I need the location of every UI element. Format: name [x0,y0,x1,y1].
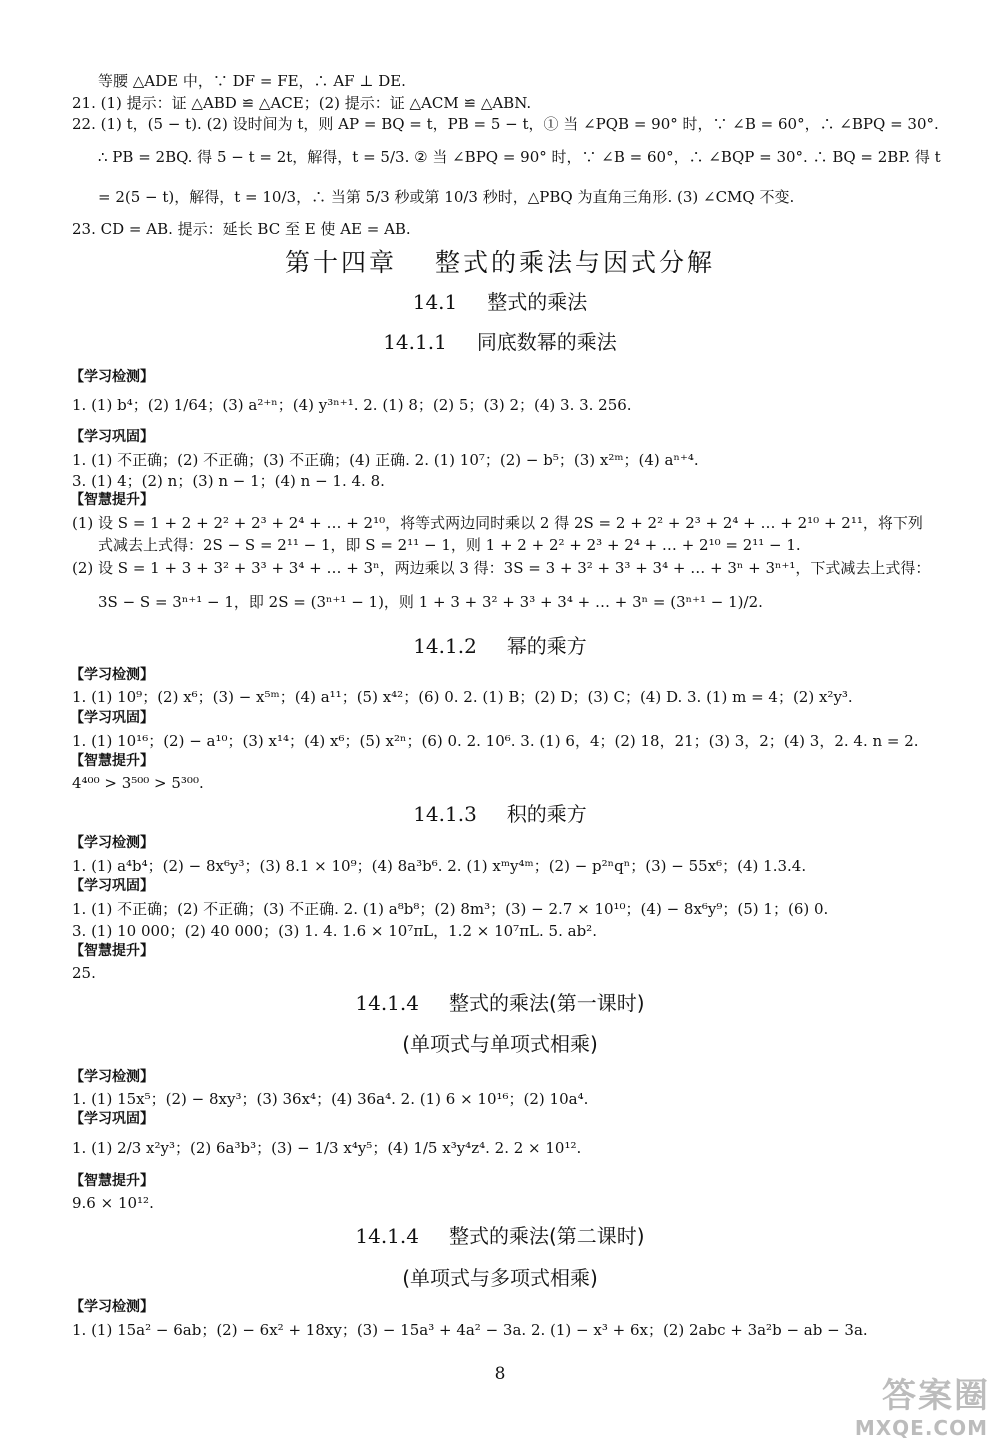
section-number: 14.1.3 [413,802,477,826]
answer-line: 1. (1) 10⁹；(2) x⁶；(3) − x⁵ᵐ；(4) a¹¹；(5) x⁴²；(6) 0. 2. (1) B；(2) D；(3) C；(4) D. 3. (1) m = 4；(2) x²y³. [72,688,853,706]
answer-line: 1. (1) a⁴b⁴；(2) − 8x⁶y³；(3) 8.1 × 10⁹；(4) 8a³b⁶. 2. (1) xᵐy⁴ᵐ；(2) − p²ⁿqⁿ；(3) − 55x⁶；(4) 1.3.4. [72,857,807,875]
tag-study-consolidate: 【学习巩固】 [70,429,154,445]
watermark-url: MXQE.COM [854,1416,988,1440]
tag-wisdom-boost: 【智慧提升】 [70,492,154,508]
tag-study-check: 【学习检测】 [70,369,154,385]
section-heading [0,1222,1000,1250]
answer-line: 等腰 △ADE 中，∵ DF = FE，∴ AF ⊥ DE. [98,72,406,90]
section-title: 幂的乘方 [506,634,587,658]
answer-line: 4⁴⁰⁰ > 3⁵⁰⁰ > 5³⁰⁰. [72,774,204,792]
section-title: 积的乘方 [506,802,587,826]
tag-study-check: 【学习检测】 [70,1299,154,1315]
chapter-heading [0,247,1000,279]
section-heading [0,989,1000,1017]
tag-wisdom-boost: 【智慧提升】 [70,1173,154,1189]
page-number: 8 [494,1364,506,1384]
tag-study-consolidate: 【学习巩固】 [70,878,154,894]
section-heading [0,800,1000,828]
answer-line: 1. (1) 不正确；(2) 不正确；(3) 不正确. 2. (1) a⁸b⁸；(2) 8m³；(3) − 2.7 × 10¹⁰；(4) − 8x⁶y⁹；(5) 1；(6) 0. [72,900,829,918]
answer-line: 23. CD = AB. 提示：延长 BC 至 E 使 AE = AB. [72,220,411,238]
section-title: 整式的乘法(第一课时) [449,991,645,1015]
answer-line: 式减去上式得：2S − S = 2¹¹ − 1，即 S = 2¹¹ − 1，则 1 + 2 + 2² + 2³ + 2⁴ + … + 2¹⁰ = 2¹¹ − 1. [98,536,801,554]
section-heading [0,328,1000,356]
chapter-title: 整式的乘法与因式分解 [435,248,716,277]
tag-study-consolidate: 【学习巩固】 [70,710,154,726]
answer-line: (2) 设 S = 1 + 3 + 3² + 3³ + 3⁴ + … + 3ⁿ，两边乘以 3 得：3S = 3 + 3² + 3³ + 3⁴ + … + 3ⁿ + 3ⁿ⁺¹，下式减去上式得： [72,559,931,577]
section-number: 14.1.2 [413,634,477,658]
section-number: 14.1.4 [355,991,419,1015]
section-subtitle: (单项式与多项式相乘) [402,1266,598,1290]
answer-line: (1) 设 S = 1 + 2 + 2² + 2³ + 2⁴ + … + 2¹⁰，将等式两边同时乘以 2 得 2S = 2 + 2² + 2³ + 2⁴ + … + 2¹⁰ + 2¹¹，将下列 [72,514,923,532]
section-title: 同底数幂的乘法 [476,330,617,354]
answer-line: 9.6 × 10¹². [72,1194,154,1212]
tag-wisdom-boost: 【智慧提升】 [70,943,154,959]
answer-line: 1. (1) 不正确；(2) 不正确；(3) 不正确；(4) 正确. 2. (1) 10⁷；(2) − b⁵；(3) x²ᵐ；(4) aⁿ⁺⁴. [72,451,699,469]
tag-study-check: 【学习检测】 [70,667,154,683]
answer-line: 21. (1) 提示：证 △ABD ≌ △ACE；(2) 提示：证 △ACM ≌ △ABN. [72,94,532,112]
section-title: 整式的乘法(第二课时) [449,1224,645,1248]
tag-study-check: 【学习检测】 [70,835,154,851]
tag-study-check: 【学习检测】 [70,1069,154,1085]
section-title: 整式的乘法 [487,290,588,314]
section-heading [0,632,1000,660]
watermark-logo [854,1376,990,1442]
chapter-number: 第十四章 [284,248,397,277]
answer-line: 1. (1) 15x⁵；(2) − 8xy³；(3) 36x⁴；(4) 36a⁴. 2. (1) 6 × 10¹⁶；(2) 10a⁴. [72,1090,589,1108]
answer-line: 3. (1) 4；(2) n；(3) n − 1；(4) n − 1. 4. 8. [72,472,385,490]
section-subtitle: (单项式与单项式相乘) [402,1032,598,1056]
watermark-text: 答案圈 [882,1376,990,1416]
answer-line: 25. [72,964,96,982]
answer-line: 1. (1) 15a² − 6ab；(2) − 6x² + 18xy；(3) − 15a³ + 4a² − 3a. 2. (1) − x³ + 6x；(2) 2abc + 3a²b − ab − 3a. [72,1321,868,1339]
tag-wisdom-boost: 【智慧提升】 [70,753,154,769]
answer-line: 1. (1) b⁴；(2) 1/64；(3) a²⁺ⁿ；(4) y³ⁿ⁺¹. 2. (1) 8；(2) 5；(3) 2；(4) 3. 3. 256. [72,396,632,414]
answer-line: ∴ PB = 2BQ. 得 5 − t = 2t，解得，t = 5/3. ② 当 ∠BPQ = 90° 时，∵ ∠B = 60°，∴ ∠BQP = 30°. ∴ BQ = 2BP. 得 t [98,148,941,166]
answer-line: 3S − S = 3ⁿ⁺¹ − 1，即 2S = (3ⁿ⁺¹ − 1)，则 1 + 3 + 3² + 3³ + 3⁴ + … + 3ⁿ = (3ⁿ⁺¹ − 1)/2. [98,593,763,611]
section-number: 14.1 [412,290,458,314]
tag-study-consolidate: 【学习巩固】 [70,1111,154,1127]
answer-line: = 2(5 − t)，解得，t = 10/3，∴ 当第 5/3 秒或第 10/3 秒时，△PBQ 为直角三角形. (3) ∠CMQ 不变. [98,188,795,206]
answer-line: 1. (1) 2/3 x²y³；(2) 6a³b³；(3) − 1/3 x⁴y⁵；(4) 1/5 x³y⁴z⁴. 2. 2 × 10¹². [72,1139,582,1157]
answer-line: 1. (1) 10¹⁶；(2) − a¹⁰；(3) x¹⁴；(4) x⁶；(5) x²ⁿ；(6) 0. 2. 10⁶. 3. (1) 6，4；(2) 18，21；(3) 3，2；(4) 3，2. 4. n = 2. [72,732,919,750]
section-number: 14.1.1 [383,330,447,354]
answer-line: 22. (1) t，(5 − t). (2) 设时间为 t，则 AP = BQ = t，PB = 5 − t，① 当 ∠PQB = 90° 时，∵ ∠B = 60°，∴ ∠BPQ = 30°. [72,115,939,133]
section-heading [0,288,1000,316]
answer-line: 3. (1) 10 000；(2) 40 000；(3) 1. 4. 1.6 × 10⁷πL，1.2 × 10⁷πL. 5. ab². [72,922,597,940]
section-number: 14.1.4 [355,1224,419,1248]
